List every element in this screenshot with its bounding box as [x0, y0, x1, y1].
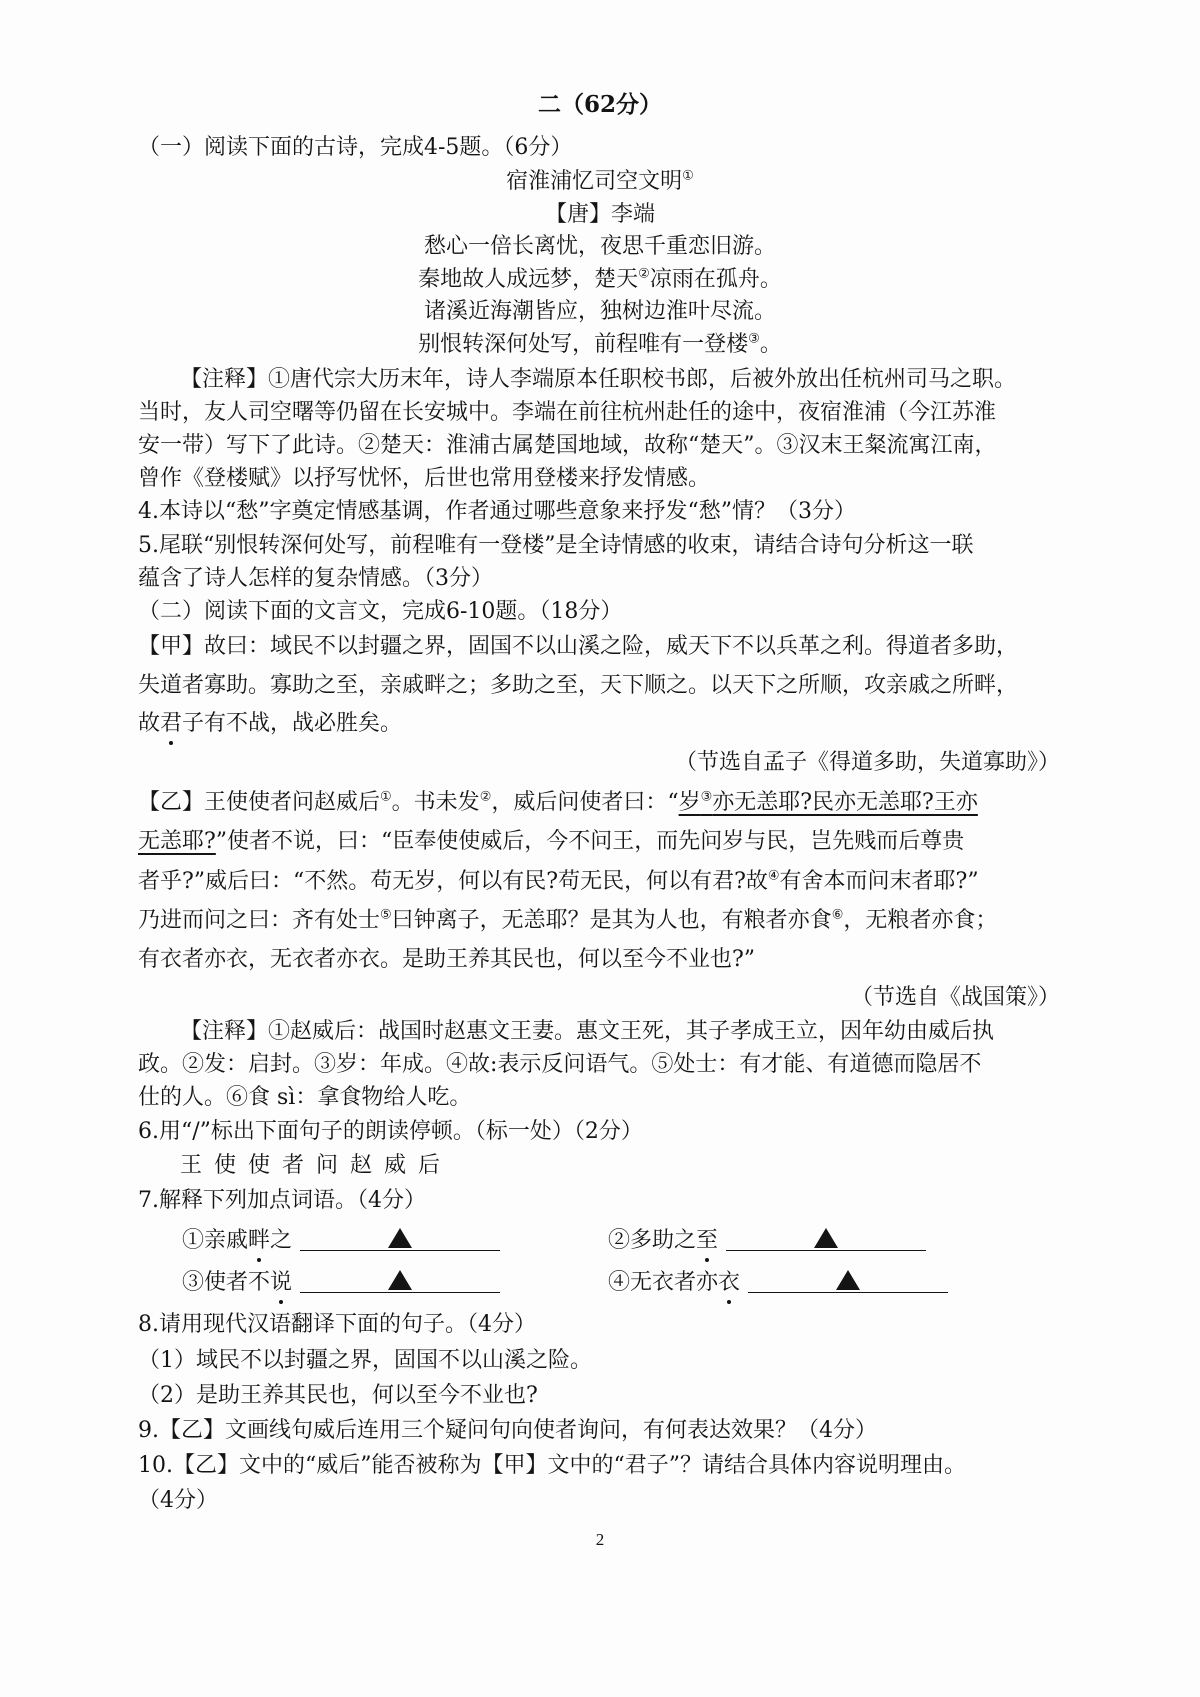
section-title: 二（62分） — [537, 91, 662, 118]
poem-note-line: 曾作《登楼赋》以抒写忧怀，后世也常用登楼来抒发情感。 — [138, 466, 711, 491]
poem-line — [0, 330, 1200, 360]
question-8: 8.请用现代汉语翻译下面的句子。（4分） — [138, 1312, 536, 1337]
poem-note-mark: ② — [638, 266, 650, 282]
q8-item: （2）是助王养其民也，何以至今不业也? — [138, 1383, 538, 1408]
answer-blank[interactable] — [300, 1268, 500, 1293]
dotted-char: 至 — [696, 1226, 718, 1256]
underlined-text: 无恙耶? — [138, 829, 216, 854]
q7-text: 之 — [270, 1228, 293, 1253]
q7-text: ③使者不 — [182, 1270, 271, 1295]
yi-text: 曰钟离子，无恙耶？是其为人也，有粮者亦食 — [391, 908, 832, 933]
yi-line — [138, 788, 978, 818]
yi-source: （节选自《战国策》） — [850, 985, 1060, 1010]
dotted-char: 说 — [270, 1268, 292, 1298]
yi-text: 【乙】王使使者问赵威后 — [138, 790, 381, 815]
part2-intro: （二）阅读下面的文言文，完成6-10题。（18分） — [138, 599, 623, 624]
yi-text: ，无粮者亦食； — [843, 908, 998, 933]
poem-author: 【唐】李端 — [544, 202, 655, 227]
poem-note-line: 【注释】①唐代宗大历末年，诗人李端原本任职校书郎，后被外放出任杭州司马之职。 — [180, 367, 1017, 392]
underlined-text — [679, 790, 978, 815]
yi-note-mark: ② — [479, 789, 492, 805]
yi-note-mark: ③ — [700, 789, 713, 805]
poem-note-line: 安一带）写下了此诗。②楚天：淮浦古属楚国地域，故称“楚天”。③汉末王粲流寓江南， — [138, 433, 997, 458]
q7-text: ②多助之 — [608, 1228, 697, 1253]
poem-title-text: 宿淮浦忆司空文明 — [506, 169, 683, 194]
answer-blank[interactable] — [748, 1268, 948, 1293]
yi-text: 岁 — [678, 790, 701, 815]
question-6-sentence: 王使使者问赵威后 — [180, 1153, 453, 1178]
yi-note-mark: ⑤ — [380, 907, 392, 923]
part1-intro: （一）阅读下面的古诗，完成4-5题。（6分） — [138, 135, 573, 160]
answer-blank[interactable] — [726, 1226, 926, 1251]
dotted-char: 畔 — [248, 1226, 270, 1256]
jia-line: 【甲】故曰：域民不以封疆之界，固国不以山溪之险，威天下不以兵革之利。得道者多助， — [138, 634, 1019, 659]
yi-text: ”使者不说，曰：“臣奉使使威后，今不问王，而先问岁与民，岂先贱而后尊贵 — [215, 829, 965, 854]
poem-line — [0, 265, 1200, 295]
jia-line — [138, 709, 402, 739]
poem-title-note-mark: ① — [682, 168, 694, 184]
poem-line — [0, 232, 1200, 262]
poem-line-text: 别恨转深何处写，前程唯有一登楼 — [418, 332, 749, 357]
yi-note-line: 仕的人。⑥食 sì：拿食物给人吃。 — [138, 1085, 472, 1110]
yi-line: 有衣者亦衣，无衣者亦衣。是助王养其民也，何以至今不业也?” — [138, 947, 756, 972]
q7-text: ④无衣者亦 — [608, 1270, 719, 1295]
yi-note-line: 【注释】①赵威后：战国时赵惠文王妻。惠文王死，其子孝成王立，因年幼由威后执 — [180, 1019, 995, 1044]
yi-text: ，威后问使者曰：“ — [491, 790, 679, 815]
yi-note-mark: ④ — [767, 868, 780, 884]
poem-line-text: 。 — [759, 332, 782, 357]
triangle-icon — [388, 1270, 412, 1290]
yi-note-line: 政。②发：启封。③岁：年成。④故:表示反问语气。⑤处士：有才能、有道德而隐居不 — [138, 1052, 982, 1077]
question-5-line: 蕴含了诗人怎样的复杂情感。（3分） — [138, 566, 493, 591]
yi-note-mark: ① — [380, 789, 392, 805]
poem-line-text: 愁心一倍长离忧，夜思千重恋旧游。 — [423, 234, 776, 259]
q7-item-3 — [182, 1268, 500, 1298]
yi-note-mark: ⑥ — [831, 907, 844, 923]
yi-text: 有舍本而问末者耶?” — [779, 869, 979, 894]
question-10-line: （4分） — [138, 1488, 218, 1513]
q7-item-4 — [608, 1268, 948, 1298]
yi-line — [138, 906, 997, 936]
dotted-char: 君 — [160, 709, 182, 739]
poem-line — [0, 297, 1200, 327]
yi-text: 乃进而问之曰：齐有处士 — [138, 908, 381, 933]
jia-text: 故 — [138, 711, 161, 736]
poem-line-text: 凉雨在孤舟。 — [649, 267, 782, 292]
yi-text: 。书未发 — [391, 790, 480, 815]
question-5-line: 5.尾联“别恨转深何处写，前程唯有一登楼”是全诗情感的收束，请结合诗句分析这一联 — [138, 533, 974, 558]
q8-item: （1）域民不以封疆之界，固国不以山溪之险。 — [138, 1348, 592, 1373]
q7-text: ①亲戚 — [182, 1228, 249, 1253]
yi-line — [138, 827, 964, 857]
question-9: 9.【乙】文画线句威后连用三个疑问句向使者询问，有何表达效果？（4分） — [138, 1418, 877, 1443]
poem-note-line: 当时，友人司空曙等仍留在长安城中。李端在前往杭州赴任的途中，夜宿淮浦（今江苏淮 — [138, 400, 997, 425]
jia-source: （节选自孟子《得道多助，失道寡助》） — [674, 750, 1060, 775]
question-6: 6.用“/”标出下面句子的朗读停顿。（标一处）（2分） — [138, 1119, 643, 1144]
yi-text: 亦无恙耶?民亦无恙耶?王亦 — [712, 790, 978, 815]
triangle-icon — [836, 1270, 860, 1290]
dotted-char: 衣 — [718, 1268, 740, 1298]
q7-item-1 — [182, 1226, 500, 1256]
poem-title — [0, 167, 1200, 197]
triangle-icon — [814, 1228, 838, 1248]
poem-note-mark: ③ — [748, 331, 760, 347]
question-10-line: 10.【乙】文中的“威后”能否被称为【甲】文中的“君子”？请结合具体内容说明理由。 — [138, 1453, 966, 1478]
page-number: 2 — [595, 1530, 605, 1549]
q7-item-2 — [608, 1226, 926, 1256]
poem-line-text: 秦地故人成远梦，楚天 — [418, 267, 639, 292]
yi-line — [138, 867, 979, 897]
question-4: 4.本诗以“愁”字奠定情感基调，作者通过哪些意象来抒发“愁”情？（3分） — [138, 499, 856, 524]
jia-text: 子有不战，战必胜矣。 — [182, 711, 403, 736]
triangle-icon — [388, 1228, 412, 1248]
yi-text: 者乎?”威后曰：“不然。苟无岁，何以有民?苟无民，何以有君?故 — [138, 869, 768, 894]
question-7: 7.解释下列加点词语。（4分） — [138, 1188, 426, 1213]
jia-line: 失道者寡助。寡助之至，亲戚畔之；多助之至，天下顺之。以天下之所顺，攻亲戚之所畔， — [138, 673, 1019, 698]
answer-blank[interactable] — [300, 1226, 500, 1251]
poem-line-text: 诸溪近海潮皆应，独树边淮叶尽流。 — [423, 299, 776, 324]
